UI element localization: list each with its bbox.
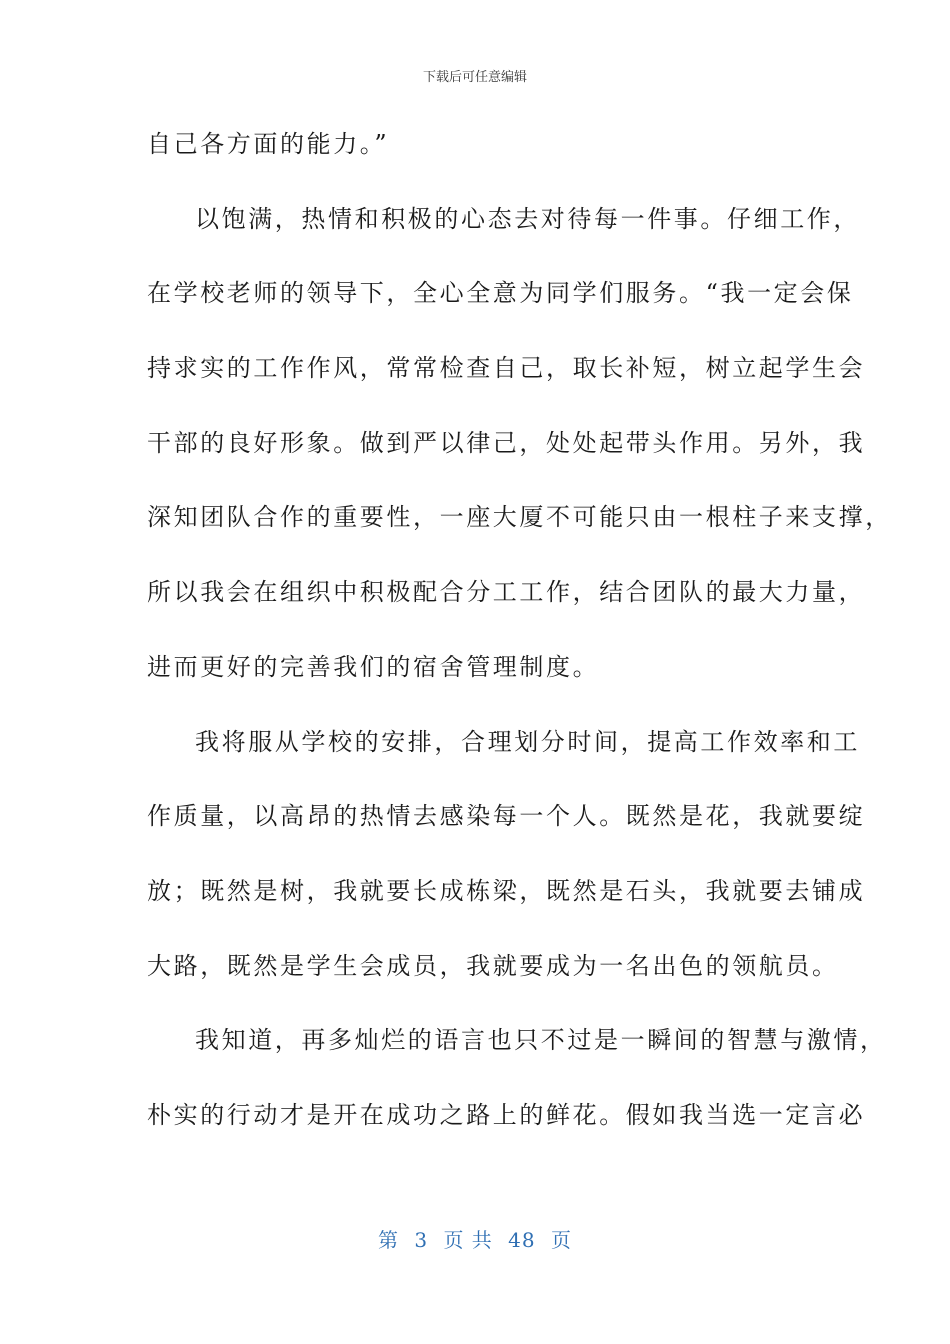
text-line: 持求实的工作作风，常常检查自己，取长补短，树立起学生会: [147, 354, 866, 383]
text-line: 进而更好的完善我们的宿舍管理制度。: [147, 652, 600, 681]
header-text: 下载后可任意编辑: [422, 70, 527, 85]
page-footer: [0, 1224, 950, 1253]
text-line: 大路，既然是学生会成员，我就要成为一名出色的领航员。: [147, 951, 839, 980]
text-line: 干部的良好形象。做到严以律己，处处起带头作用。另外，我: [147, 428, 866, 457]
text-line: 我将服从学校的安排，合理划分时间，提高工作效率和工: [195, 727, 860, 756]
text-line: 作质量，以高昂的热情去感染每一个人。既然是花，我就要绽: [147, 802, 866, 831]
text-line: 我知道，再多灿烂的语言也只不过是一瞬间的智慧与激情，: [195, 1026, 887, 1055]
text-line: 自己各方面的能力。”: [147, 130, 390, 158]
page-header: [0, 66, 950, 85]
text-line: 所以我会在组织中积极配合分工工作，结合团队的最大力量，: [147, 578, 866, 607]
text-line: 深知团队合作的重要性，一座大厦不可能只由一根柱子来支撑，: [147, 503, 892, 532]
document-body: [147, 124, 892, 1170]
text-line: 朴实的行动才是开在成功之路上的鲜花。假如我当选一定言必: [147, 1100, 866, 1129]
footer-suffix: 页: [550, 1228, 572, 1252]
footer-middle: 页 共: [443, 1228, 493, 1252]
text-line: 在学校老师的领导下，全心全意为同学们服务。“我一定会保: [147, 279, 854, 308]
total-page-count: 48: [508, 1228, 536, 1252]
footer-prefix: 第: [378, 1228, 399, 1252]
text-line: 放；既然是树，我就要长成栋梁，既然是石头，我就要去铺成: [147, 876, 866, 905]
text-line: 以饱满，热情和积极的心态去对待每一件事。仔细工作，: [195, 204, 860, 233]
current-page-number: 3: [414, 1228, 429, 1252]
